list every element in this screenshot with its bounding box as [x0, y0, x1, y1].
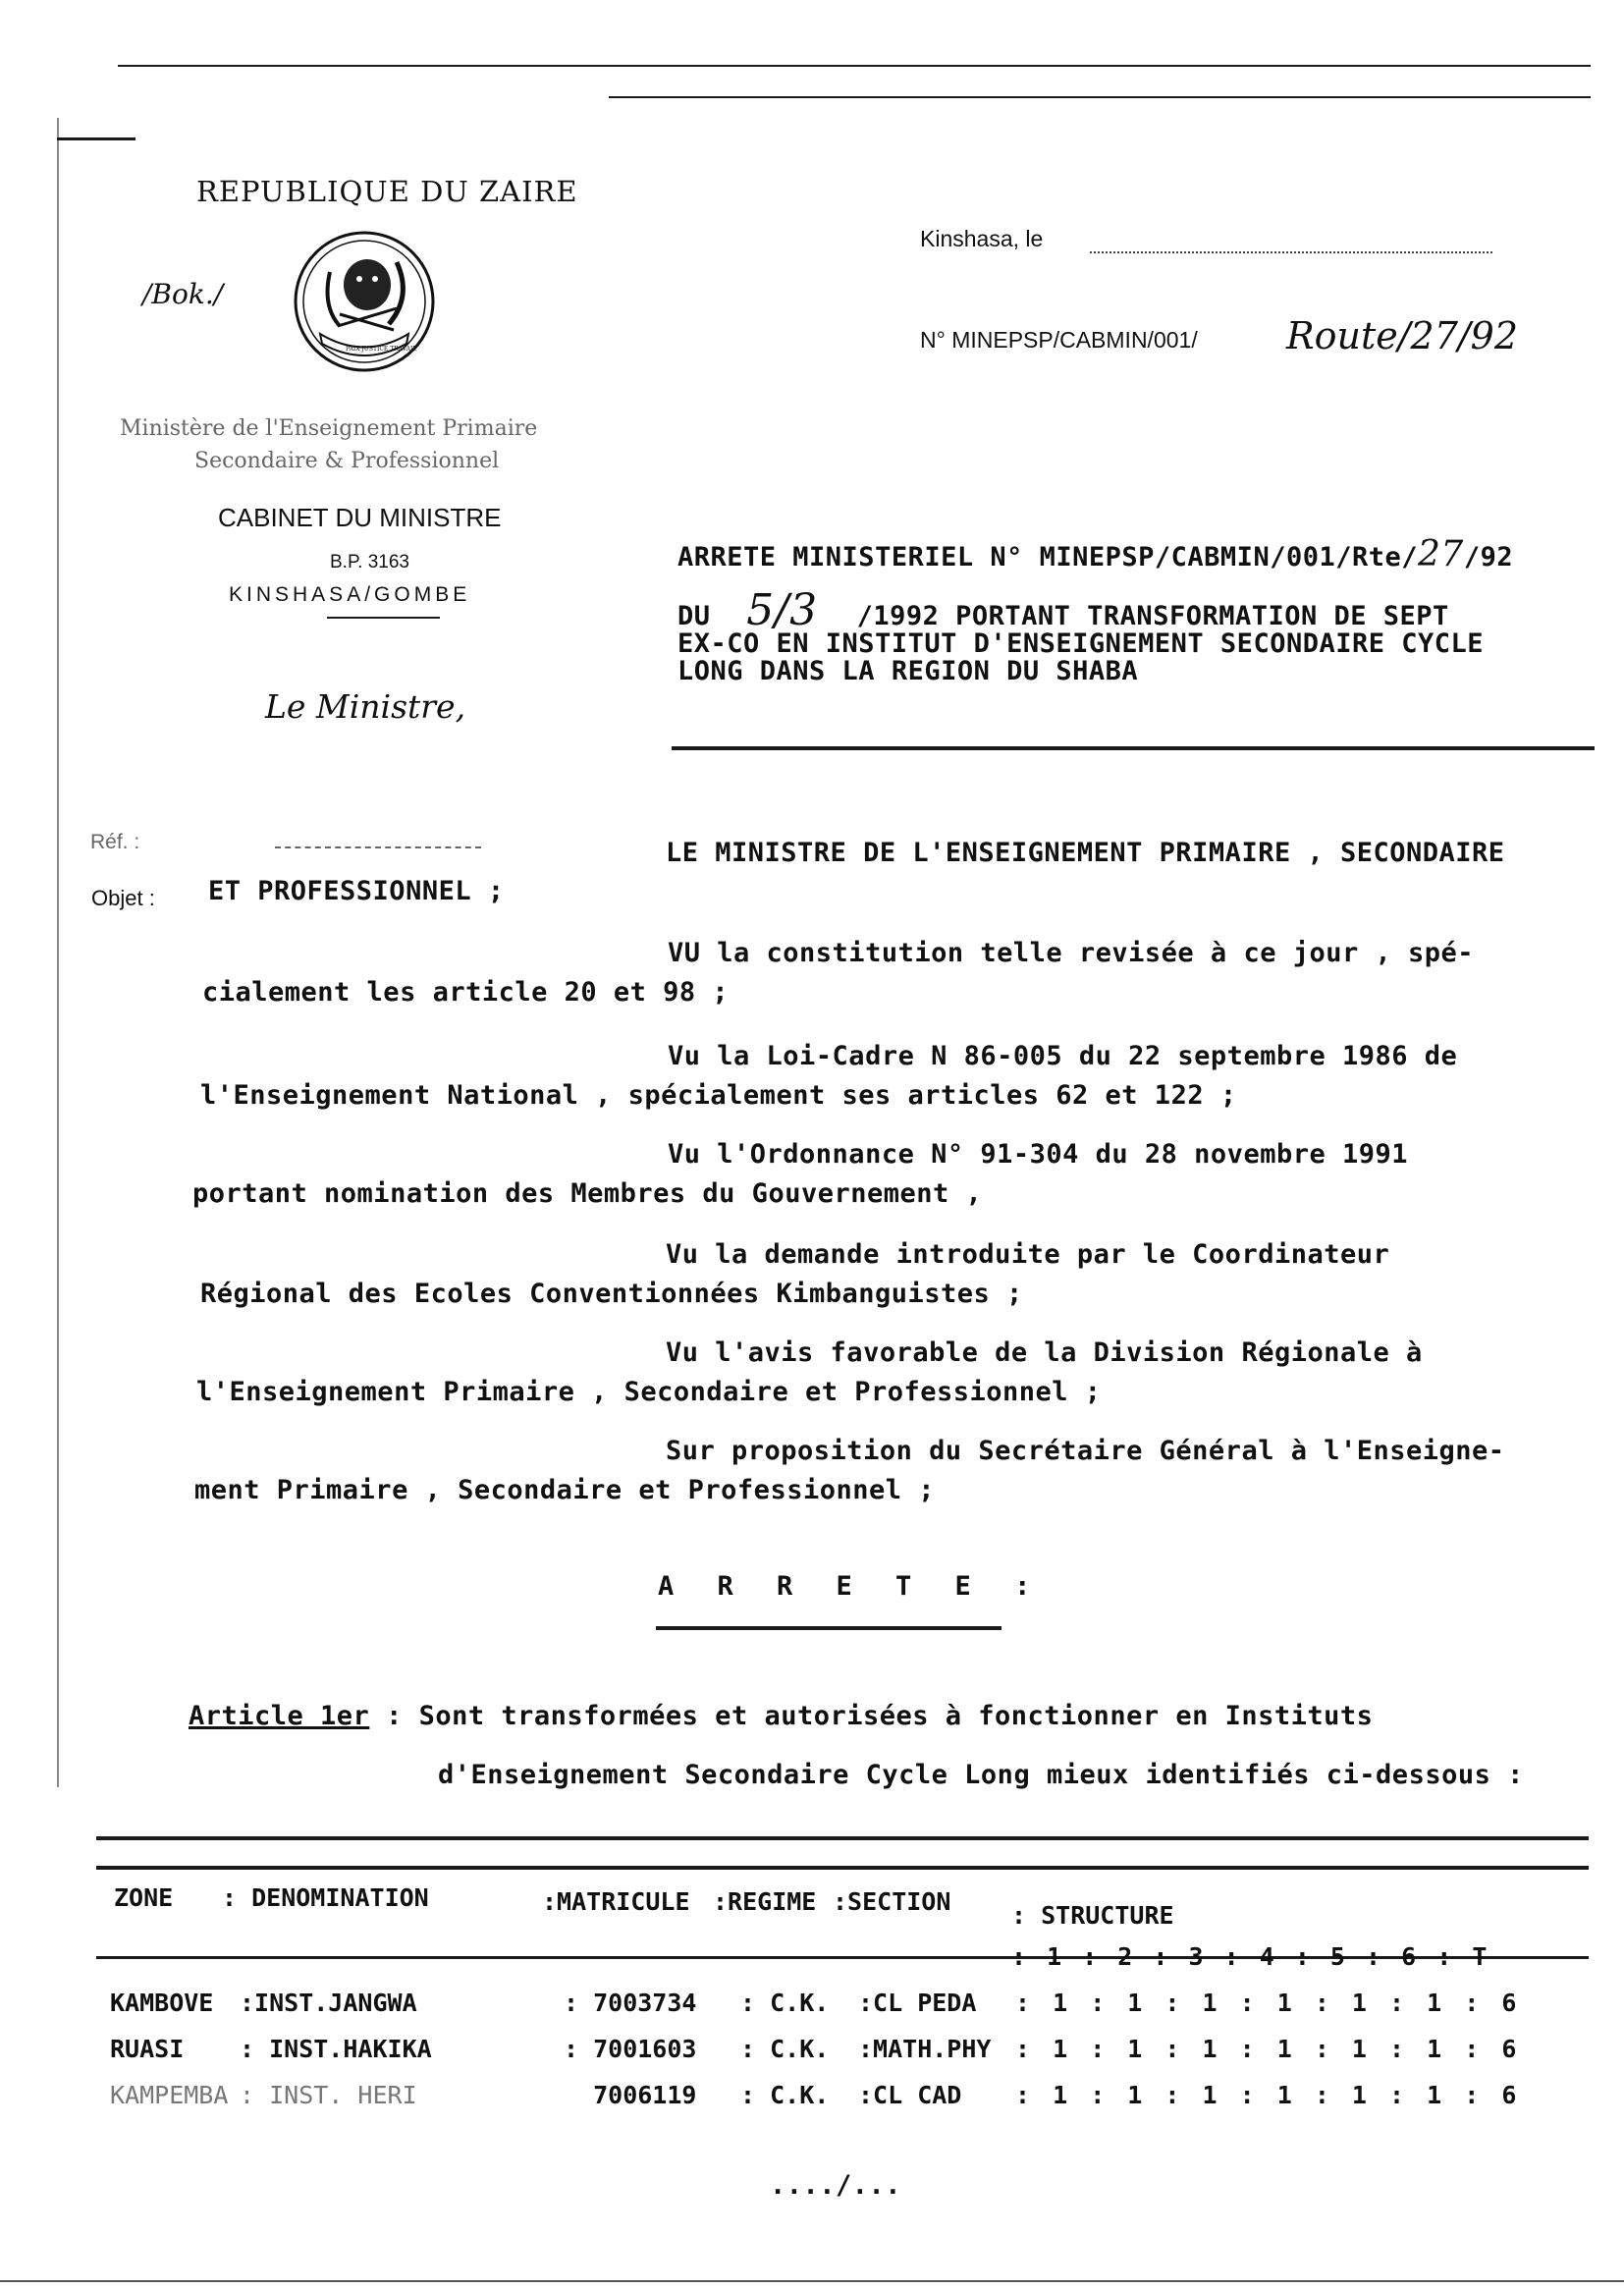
- decree-title-line3: EX-CO EN INSTITUT D'ENSEIGNEMENT SECONDAIRE CYCLE: [677, 628, 1485, 659]
- row-structure: : 1 : 1 : 1 : 1 : 1 : 1 : 6: [1015, 2035, 1521, 2063]
- intro-line-a: LE MINISTRE DE L'ENSEIGNEMENT PRIMAIRE , SECONDAIRE: [666, 838, 1505, 868]
- article-label: Article 1er: [189, 1701, 370, 1731]
- vu2-line-b: l'Enseignement National , spécialement ses articles 62 et 122 ;: [200, 1080, 1237, 1111]
- vu6-line-b: ment Primaire , Secondaire et Professionnel ;: [194, 1475, 935, 1505]
- vu3-line-b: portant nomination des Membres du Gouvernement ,: [192, 1178, 983, 1209]
- vu5-line-a: Vu l'avis favorable de la Division Régionale à: [666, 1337, 1423, 1368]
- row-section: :CL PEDA: [858, 1989, 977, 2017]
- coat-of-arms-seal: [291, 228, 438, 375]
- col-header-regime: :REGIME: [713, 1887, 817, 1916]
- row-matricule: 7006119: [564, 2081, 697, 2109]
- col-header-structure: : STRUCTURE: [1011, 1901, 1174, 1930]
- decree-number-handwritten: Route/27/92: [1286, 314, 1519, 357]
- vu1-line-b: cialement les article 20 et 98 ;: [202, 977, 730, 1008]
- city-underline: [327, 617, 440, 619]
- row-regime: : C.K.: [740, 1989, 830, 2017]
- decree-title-line1: ARRETE MINISTERIEL N° MINEPSP/CABMIN/001/Rte/27/92: [677, 534, 1514, 574]
- decree-title-line4: LONG DANS LA REGION DU SHABA: [677, 656, 1139, 686]
- col-header-section: :SECTION: [833, 1887, 951, 1916]
- decree-number-label: N° MINEPSP/CABMIN/001/: [920, 327, 1198, 353]
- ref-initials: /Bok./: [142, 278, 224, 310]
- place-date-label: Kinshasa, le: [920, 226, 1044, 251]
- col-header-zone: ZONE: [114, 1883, 174, 1912]
- ministry-name-line1: Ministère de l'Enseignement Primaire: [120, 416, 538, 441]
- postal-box: B.P. 3163: [330, 552, 410, 572]
- table-top-rule: [96, 1836, 1589, 1840]
- row-zone: KAMBOVE: [110, 1989, 214, 2017]
- vu4-line-b: Régional des Ecoles Conventionnées Kimbanguistes ;: [200, 1279, 1023, 1309]
- decree-title-rule: [672, 746, 1595, 750]
- vu5-line-b: l'Enseignement Primaire , Secondaire et Professionnel ;: [196, 1377, 1102, 1407]
- table-row: [110, 1980, 1520, 2026]
- row-structure: : 1 : 1 : 1 : 1 : 1 : 1 : 6: [1015, 1989, 1521, 2017]
- object-label: Objet :: [91, 886, 155, 910]
- decree-title-line2: DU 5/3 /1992 PORTANT TRANSFORMATION DE SEPT: [677, 585, 1449, 635]
- top-rule: [118, 65, 1591, 67]
- col-header-structure-numbers: : 1 : 2 : 3 : 4 : 5 : 6 : T: [1011, 1942, 1490, 1971]
- col-header-matricule: :MATRICULE: [542, 1887, 690, 1916]
- arrete-heading: A R R E T E :: [658, 1571, 1045, 1602]
- ministry-name-line2: Secondaire & Professionnel: [194, 449, 500, 473]
- city-label: KINSHASA/GOMBE: [229, 583, 471, 606]
- row-regime: : C.K.: [740, 2035, 830, 2063]
- row-section: :CL CAD: [858, 2081, 962, 2109]
- row-structure: : 1 : 1 : 1 : 1 : 1 : 1 : 6: [1015, 2081, 1521, 2109]
- vu6-line-a: Sur proposition du Secrétaire Général à l'Enseigne-: [666, 1436, 1505, 1466]
- article-1-line-b: d'Enseignement Secondaire Cycle Long mieux identifiés ci-dessous :: [438, 1760, 1524, 1790]
- row-section: :MATH.PHY: [858, 2035, 992, 2063]
- row-regime: : C.K.: [740, 2081, 830, 2109]
- bottom-edge-rule: [0, 2280, 1624, 2282]
- vu4-line-a: Vu la demande introduite par le Coordinateur: [666, 1239, 1390, 1270]
- left-margin-rule: [57, 118, 59, 1787]
- article-1-line-a: Article 1er : Sont transformées et autorisées à fonctionner en Instituts: [189, 1701, 1374, 1731]
- table-row: [110, 2026, 1520, 2072]
- row-denomination: :INST.JANGWA: [240, 1989, 417, 2017]
- vu3-line-a: Vu l'Ordonnance N° 91-304 du 28 novembre 1991: [668, 1139, 1408, 1170]
- minister-signature-label: Le Ministre,: [265, 687, 466, 726]
- table-row: [110, 2072, 1520, 2118]
- row-denomination: : INST.HAKIKA: [240, 2035, 432, 2063]
- table-top-rule-2: [96, 1866, 1589, 1870]
- left-corner-mark: [57, 137, 135, 140]
- reference-dashed-line: [275, 846, 481, 848]
- top-rule-2: [609, 96, 1591, 98]
- institutes-table: [110, 1980, 1520, 2118]
- seal-motto: PAIX JUSTICE TRAVAIL: [346, 346, 417, 353]
- republic-title: REPUBLIQUE DU ZAIRE: [196, 175, 578, 208]
- reference-label: Réf. :: [90, 831, 140, 853]
- row-zone: RUASI: [110, 2035, 185, 2063]
- cabinet-title: CABINET DU MINISTRE: [218, 503, 502, 532]
- vu1-line-a: VU la constitution telle revisée à ce jour , spé-: [668, 938, 1475, 968]
- intro-line-b: ET PROFESSIONNEL ;: [208, 876, 505, 906]
- row-matricule: : 7003734: [564, 1989, 697, 2017]
- row-denomination: : INST. HERI: [240, 2081, 417, 2109]
- vu2-line-a: Vu la Loi-Cadre N 86-005 du 22 septembre 1986 de: [668, 1041, 1458, 1071]
- arrete-underline: [656, 1626, 1001, 1630]
- date-dotted-line: [1090, 251, 1492, 253]
- col-header-denomination: : DENOMINATION: [222, 1883, 429, 1912]
- page-continuation: ..../...: [770, 2170, 902, 2201]
- row-zone: KAMPEMBA: [110, 2081, 229, 2109]
- row-matricule: : 7001603: [564, 2035, 697, 2063]
